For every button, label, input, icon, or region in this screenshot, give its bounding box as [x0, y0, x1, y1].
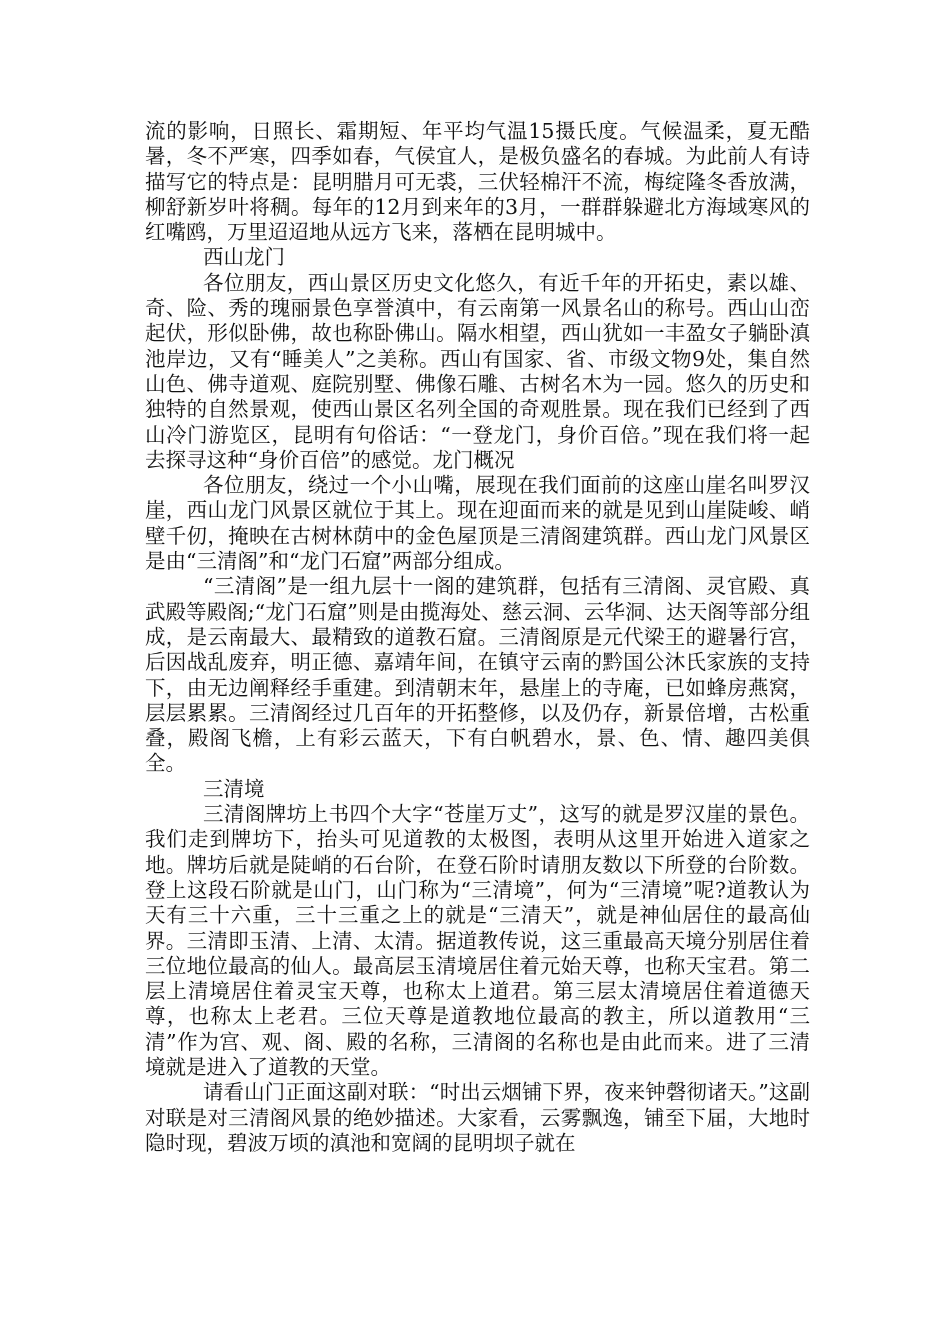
- heading-xishan-longmen: 西山龙门: [203, 245, 285, 270]
- paragraph-sanqing-jing: 三清阁牌坊上书四个大字“苍崖万丈”，这写的就是罗汉崖的景色。我们走到牌坊下，抬头可见道教的太极图，表明从这里开始进入道家之地。牌坊后就是陡峭的石台阶，在登石阶时请朋友数以下所登的台阶数。登上这段石阶就是山门，山门称为“三清境”，何为“三清境”呢?道教认为天有三十六重，三十三重之上的就是“三清天”，就是神仙居住的最高仙界。三清即玉清、上清、太清。据道教传说，这三重最高天境分别居住着三位地位最高的仙人。最高层玉清境居住着元始天尊，也称天宝君。第二层上清境居住着灵宝天尊，也称太上道君。第三层太清境居住着道德天尊，也称太上老君。三位天尊是道教地位最高的教主，所以道教用“三清”作为宫、观、阁、殿的名称，三清阁的名称也是由此而来。进了三清境就是进入了道教的天堂。: [145, 802, 810, 1079]
- paragraph-luohan-cliff: 各位朋友，绕过一个小山嘴，展现在我们面前的这座山崖名叫罗汉崖，西山龙门风景区就位于其上。现在迎面而来的就是见到山崖陡峻、峭壁千仞，掩映在古树林荫中的金色屋顶是三清阁建筑群。西山龙门风景区是由“三清阁”和“龙门石窟”两部分组成。: [145, 473, 810, 574]
- paragraph-sanqing-pavilion: “三清阁”是一组九层十一阁的建筑群，包括有三清阁、灵官殿、真武殿等殿阁;“龙门石窟”则是由揽海处、慈云洞、云华洞、达天阁等部分组成，是云南最大、最精致的道教石窟。三清阁原是元代梁王的避暑行宫，后因战乱废弃，明正德、嘉靖年间，在镇守云南的黔国公沐氏家族的支持下，由无边阐释经手重建。到清朝末年，悬崖上的寺庵，已如蜂房燕窝，层层累累。三清阁经过几百年的开拓整修，以及仍存，新景倍增，古松重叠，殿阁飞檐，上有彩云蓝天，下有白帆碧水，景、色、情、趣四美俱全。: [145, 574, 810, 776]
- paragraph-couplet: 请看山门正面这副对联：“时出云烟铺下界，夜来钟磬彻诸天。”这副对联是对三清阁风景的绝妙描述。大家看，云雾飘逸，铺至下届，大地时隐时现，碧波万顷的滇池和宽阔的昆明坝子就在: [145, 1080, 810, 1155]
- document-page: [145, 119, 810, 1156]
- paragraph-xishan-intro: 各位朋友，西山景区历史文化悠久，有近千年的开拓史，素以雄、奇、险、秀的瑰丽景色享誉滇中，有云南第一风景名山的称号。西山山峦起伏，形似卧佛，故也称卧佛山。隔水相望，西山犹如一丰盈女子躺卧滇池岸边，又有“睡美人”之美称。西山有国家、省、市级文物9处，集自然山色、佛寺道观、庭院别墅、佛像石雕、古树名木为一园。悠久的历史和独特的自然景观，使西山景区名列全国的奇观胜景。现在我们已经到了西山冷门游览区，昆明有句俗话：“一登龙门，身价百倍。”现在我们将一起去探寻这种“身价百倍”的感觉。龙门概况: [145, 270, 810, 472]
- paragraph-climate: 流的影响，日照长、霜期短、年平均气温15摄氏度。气候温柔，夏无酷暑，冬不严寒，四季如春，气侯宜人，是极负盛名的春城。为此前人有诗描写它的特点是：昆明腊月可无裘，三伏轻棉汗不流，梅绽隆冬香放满，柳舒新岁叶将稠。每年的12月到来年的3月，一群群躲避北方海域寒风的红嘴鸥，万里迢迢地从远方飞来，落栖在昆明城中。: [145, 119, 810, 245]
- heading-sanqing-jing: 三清境: [203, 776, 265, 801]
